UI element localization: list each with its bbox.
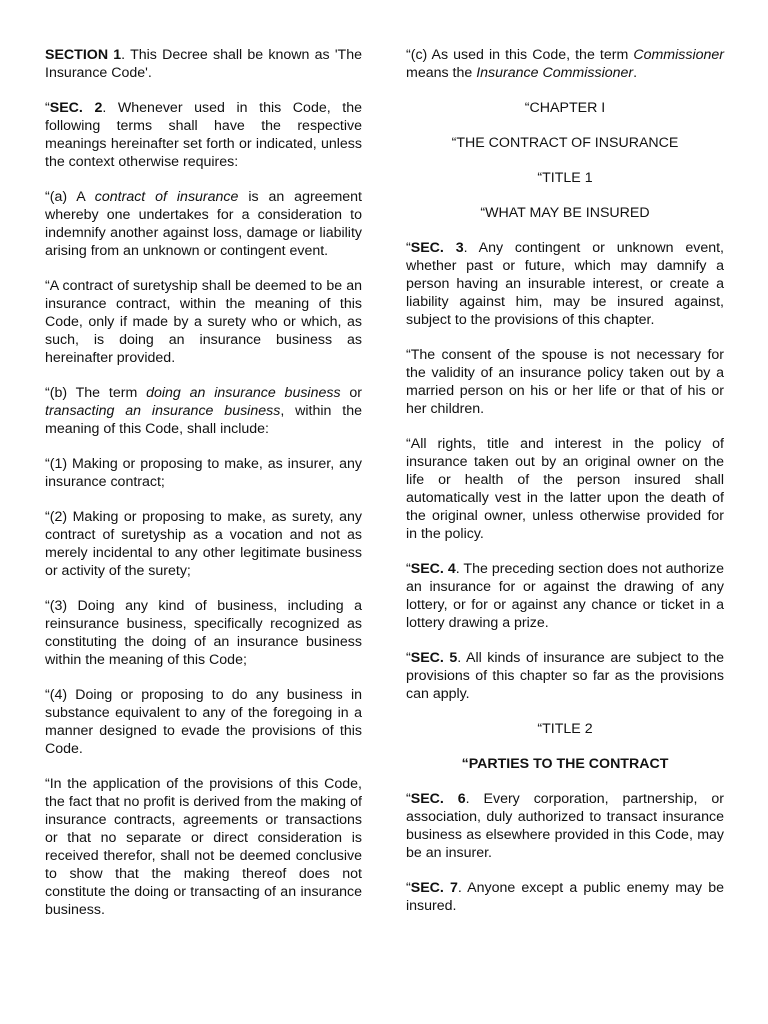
title-2-heading: “TITLE 2 [537, 721, 593, 737]
chapter-title: “THE CONTRACT OF INSURANCE [451, 135, 679, 151]
item-1: “(1) Making or proposing to make, as insurer, any insurance contract; [45, 456, 362, 490]
section-6 [406, 790, 724, 862]
quote-mark: “ [406, 650, 411, 666]
chapter-heading: “CHAPTER I [524, 100, 606, 116]
definition-c-prefix: “(c) As used in this Code, the term [406, 47, 634, 63]
definition-b-term-1: doing an insurance business [146, 385, 341, 401]
definition-b-prefix: “(b) The term [45, 385, 147, 401]
definition-b-connector: or [340, 385, 362, 401]
section-1-label: SECTION 1 [45, 47, 122, 63]
definition-c-term-2: Insurance Commissioner [476, 65, 634, 81]
definition-b-text: , within the meaning of this Code, shall include: [45, 403, 362, 437]
section-3 [406, 239, 724, 329]
item-2: “(2) Making or proposing to make, as surety, any contract of suretyship as a vocation and not as merely incidental to any other legitimate business or activity of the surety; [45, 509, 362, 579]
quote-mark: “ [45, 100, 50, 116]
section-4-text: . The preceding section does not authorize an insurance for or against the drawing of any lottery, or for or against any chance or ticket in a lottery drawing a prize. [406, 561, 724, 631]
spouse-paragraph: “The consent of the spouse is not necessary for the validity of an insurance policy taken out by a married person on his or her life or that of his or her children. [406, 347, 724, 417]
title-1-name: “WHAT MAY BE INSURED [480, 205, 650, 221]
suretyship-paragraph: “A contract of suretyship shall be deemed to be an insurance contract, within the meaning of this Code, only if made by a surety who or which, as such, is doing an insurance business as hereinafter provided. [45, 278, 362, 366]
definition-c [406, 46, 724, 82]
definition-a-prefix: “(a) A [45, 189, 95, 205]
section-7-text: . Anyone except a public enemy may be insured. [406, 880, 724, 914]
section-5-text: . All kinds of insurance are subject to the provisions of this chapter so far as the provisions can apply. [406, 650, 724, 702]
title-2-name [406, 755, 724, 773]
section-2-label: SEC. 2 [49, 100, 103, 116]
quote-mark: “ [406, 880, 411, 896]
title-1-heading: “TITLE 1 [537, 170, 593, 186]
section-1-text: . This Decree shall be known as 'The Insurance Code'. [45, 47, 362, 81]
title-2-name-text: “PARTIES TO THE CONTRACT [461, 756, 669, 772]
section-3-text: . Any contingent or unknown event, whether past or future, which may damnify a person having an insurable interest, or create a liability against him, may be insured against, subject to the provisions of this chapter. [406, 240, 724, 328]
left-column [45, 46, 362, 936]
section-1 [45, 46, 362, 82]
definition-b [45, 384, 362, 438]
section-2 [45, 99, 362, 171]
quote-mark: “ [406, 240, 411, 256]
section-4 [406, 560, 724, 632]
definition-a-text: is an agreement whereby one undertakes for a consideration to indemnify another against loss, damage or liability arising from an unknown or contingent event. [45, 189, 363, 259]
section-3-label: SEC. 3 [410, 240, 464, 256]
section-2-text: . Whenever used in this Code, the following terms shall have the respective meanings hereinafter set forth or indicated, unless the context otherwise requires: [45, 100, 362, 170]
section-7 [406, 879, 724, 915]
quote-mark: “ [406, 561, 411, 577]
definition-a [45, 188, 362, 260]
definition-b-term-2: transacting an insurance business [45, 403, 281, 419]
item-3: “(3) Doing any kind of business, including a reinsurance business, specifically recognized as constituting the doing of an insurance business within the meaning of this Code; [45, 598, 362, 668]
section-4-label: SEC. 4 [410, 561, 456, 577]
section-5-label: SEC. 5 [410, 650, 458, 666]
definition-c-term-1: Commissioner [633, 47, 724, 63]
right-column [406, 46, 724, 932]
section-6-label: SEC. 6 [410, 791, 466, 807]
section-5 [406, 649, 724, 703]
section-6-text: . Every corporation, partnership, or association, duly authorized to transact insurance business as elsewhere provided in this Code, may be an insurer. [406, 791, 724, 861]
definition-c-connector: means the [406, 65, 477, 81]
application-paragraph: “In the application of the provisions of this Code, the fact that no profit is derived from the making of insurance contracts, agreements or transactions or that no separate or direct consideration is received therefor, shall not be deemed conclusive to show that the making thereof does not constitute the doing or transacting of an insurance business. [45, 776, 362, 918]
item-4: “(4) Doing or proposing to do any business in substance equivalent to any of the foregoing in a manner designed to evade the provisions of this Code. [45, 687, 362, 757]
rights-paragraph: “All rights, title and interest in the policy of insurance taken out by an original owner on the life or health of the person insured shall automatically vest in the latter upon the death of the original owner, unless otherwise provided for in the policy. [406, 436, 724, 542]
definition-c-end: . [633, 65, 638, 81]
quote-mark: “ [406, 791, 411, 807]
definition-a-term: contract of insurance [94, 189, 239, 205]
section-7-label: SEC. 7 [410, 880, 458, 896]
